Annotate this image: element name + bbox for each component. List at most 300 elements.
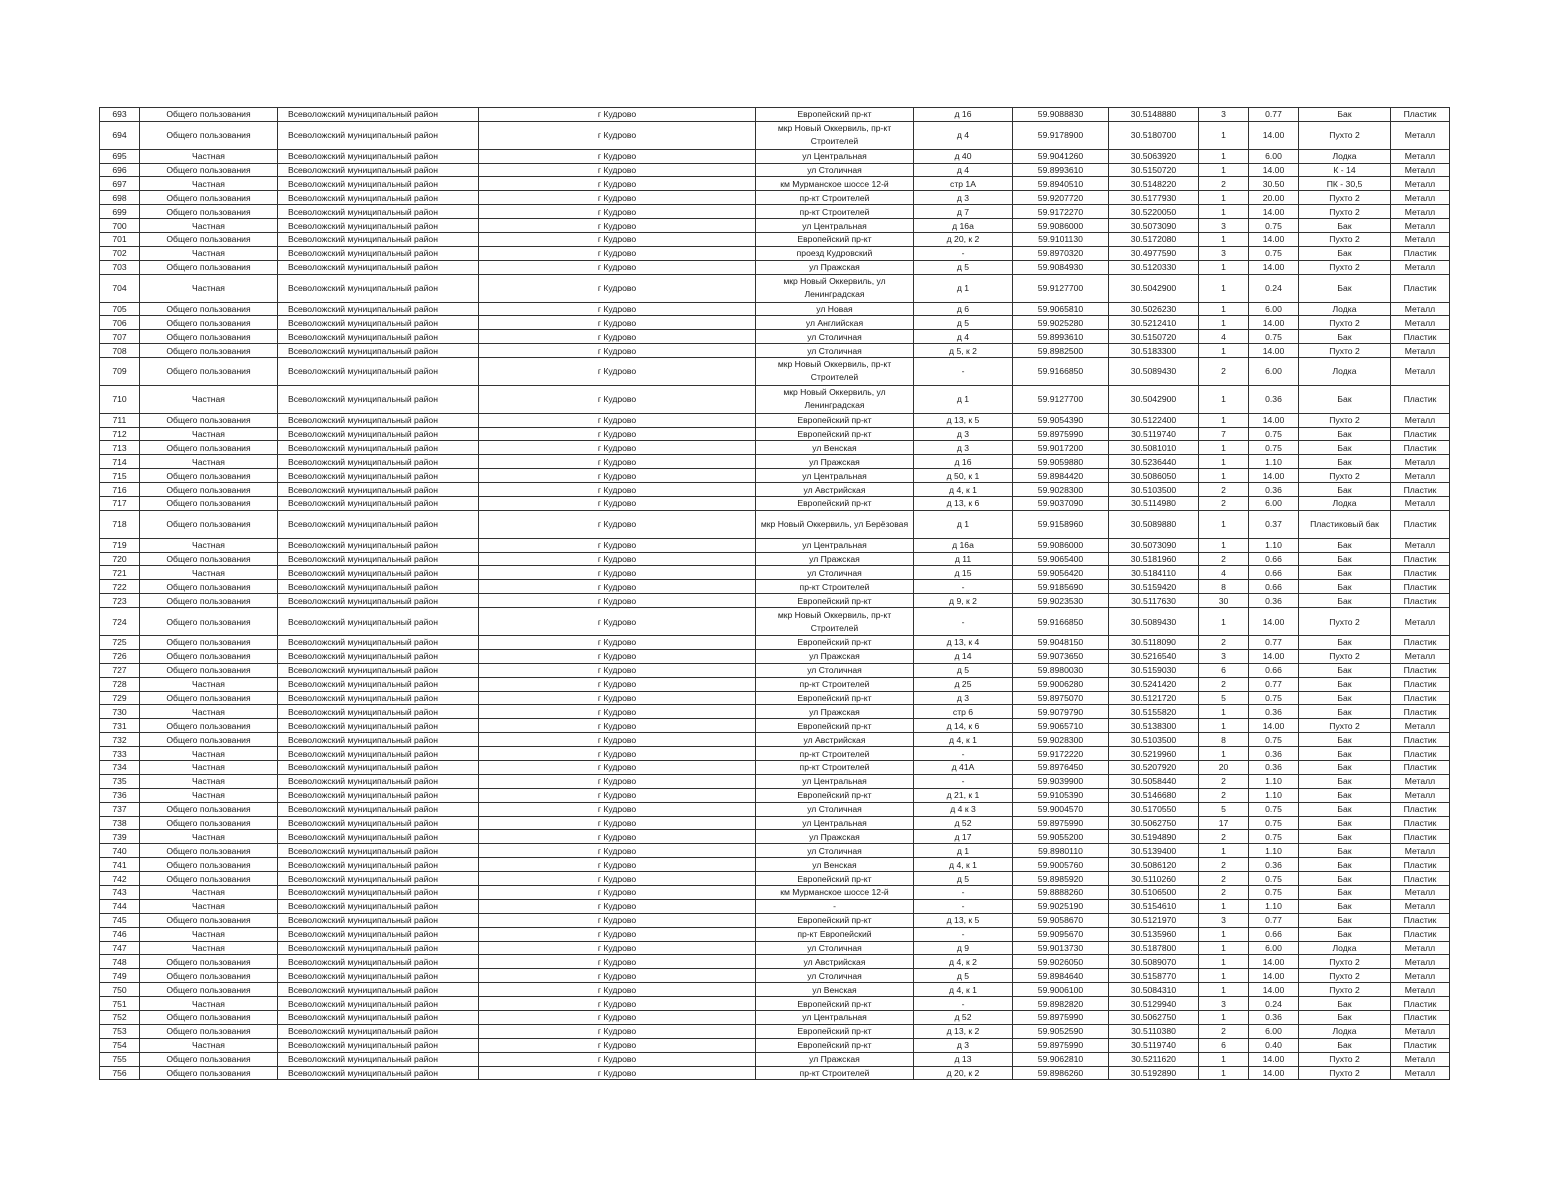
cell-city: г Кудрово <box>479 246 756 260</box>
cell-material: Металл <box>1391 163 1450 177</box>
cell-container-type: Бак <box>1299 1038 1391 1052</box>
cell-material: Пластик <box>1391 330 1450 344</box>
cell-container-type: Бак <box>1299 594 1391 608</box>
cell-city: г Кудрово <box>479 997 756 1011</box>
cell-latitude: 59.9127700 <box>1013 385 1109 413</box>
cell-city: г Кудрово <box>479 1066 756 1080</box>
cell-house: д 4, к 1 <box>914 983 1013 997</box>
cell-row-number: 711 <box>100 413 140 427</box>
cell-ownership-type: Общего пользования <box>140 316 278 330</box>
cell-material: Пластик <box>1391 1010 1450 1024</box>
cell-latitude: 59.9065810 <box>1013 302 1109 316</box>
cell-material: Пластик <box>1391 802 1450 816</box>
cell-volume: 14.00 <box>1249 969 1299 983</box>
cell-longitude: 30.5103500 <box>1109 733 1199 747</box>
cell-house: - <box>914 747 1013 761</box>
cell-container-count: 3 <box>1199 913 1249 927</box>
cell-ownership-type: Общего пользования <box>140 191 278 205</box>
cell-container-type: Бак <box>1299 747 1391 761</box>
cell-row-number: 728 <box>100 677 140 691</box>
cell-container-count: 1 <box>1199 441 1249 455</box>
cell-longitude: 30.5146680 <box>1109 788 1199 802</box>
table-row <box>100 246 1450 260</box>
cell-container-type: Лодка <box>1299 149 1391 163</box>
cell-latitude: 59.8984640 <box>1013 969 1109 983</box>
cell-volume: 6.00 <box>1249 497 1299 511</box>
cell-city: г Кудрово <box>479 913 756 927</box>
cell-city: г Кудрово <box>479 510 756 538</box>
table-row <box>100 469 1450 483</box>
cell-longitude: 30.5135960 <box>1109 927 1199 941</box>
cell-material: Металл <box>1391 899 1450 913</box>
cell-volume: 0.66 <box>1249 663 1299 677</box>
cell-latitude: 59.8975070 <box>1013 691 1109 705</box>
cell-street: км Мурманское шоссе 12-й <box>756 885 914 899</box>
table-row <box>100 955 1450 969</box>
cell-city: г Кудрово <box>479 538 756 552</box>
cell-district: Всеволожский муниципальный район <box>278 1024 479 1038</box>
cell-ownership-type: Частная <box>140 385 278 413</box>
cell-district: Всеволожский муниципальный район <box>278 358 479 386</box>
cell-city: г Кудрово <box>479 677 756 691</box>
table-row <box>100 941 1450 955</box>
cell-district: Всеволожский муниципальный район <box>278 677 479 691</box>
cell-row-number: 720 <box>100 552 140 566</box>
cell-district: Всеволожский муниципальный район <box>278 580 479 594</box>
cell-house: д 3 <box>914 691 1013 705</box>
cell-container-type: Пухто 2 <box>1299 608 1391 636</box>
cell-container-count: 1 <box>1199 121 1249 149</box>
cell-house: д 7 <box>914 205 1013 219</box>
cell-house: д 11 <box>914 552 1013 566</box>
cell-latitude: 59.8984420 <box>1013 469 1109 483</box>
cell-district: Всеволожский муниципальный район <box>278 802 479 816</box>
cell-material: Металл <box>1391 219 1450 233</box>
cell-ownership-type: Частная <box>140 274 278 302</box>
cell-row-number: 739 <box>100 830 140 844</box>
cell-street: Европейский пр-кт <box>756 594 914 608</box>
cell-city: г Кудрово <box>479 844 756 858</box>
cell-longitude: 30.5138300 <box>1109 719 1199 733</box>
table-row <box>100 649 1450 663</box>
cell-latitude: 59.8986260 <box>1013 1066 1109 1080</box>
cell-district: Всеволожский муниципальный район <box>278 760 479 774</box>
cell-district: Всеволожский муниципальный район <box>278 816 479 830</box>
cell-district: Всеволожский муниципальный район <box>278 497 479 511</box>
table-row <box>100 899 1450 913</box>
table-row <box>100 816 1450 830</box>
cell-container-type: Бак <box>1299 538 1391 552</box>
cell-container-type: Бак <box>1299 552 1391 566</box>
cell-house: д 1 <box>914 385 1013 413</box>
cell-latitude: 59.9185690 <box>1013 580 1109 594</box>
cell-container-type: Пухто 2 <box>1299 205 1391 219</box>
cell-container-count: 1 <box>1199 1010 1249 1024</box>
cell-container-count: 1 <box>1199 941 1249 955</box>
cell-district: Всеволожский муниципальный район <box>278 649 479 663</box>
cell-longitude: 30.5170550 <box>1109 802 1199 816</box>
cell-ownership-type: Общего пользования <box>140 121 278 149</box>
table-row <box>100 705 1450 719</box>
cell-row-number: 737 <box>100 802 140 816</box>
cell-latitude: 59.9172270 <box>1013 205 1109 219</box>
cell-container-type: Лодка <box>1299 497 1391 511</box>
cell-district: Всеволожский муниципальный район <box>278 441 479 455</box>
cell-material: Пластик <box>1391 635 1450 649</box>
cell-container-type: Пухто 2 <box>1299 316 1391 330</box>
cell-district: Всеволожский муниципальный район <box>278 163 479 177</box>
cell-row-number: 752 <box>100 1010 140 1024</box>
cell-district: Всеволожский муниципальный район <box>278 1066 479 1080</box>
cell-container-type: Бак <box>1299 455 1391 469</box>
cell-row-number: 754 <box>100 1038 140 1052</box>
cell-street: ул Столичная <box>756 969 914 983</box>
cell-ownership-type: Частная <box>140 455 278 469</box>
cell-row-number: 726 <box>100 649 140 663</box>
table-row <box>100 455 1450 469</box>
cell-house: - <box>914 774 1013 788</box>
cell-longitude: 30.5139400 <box>1109 844 1199 858</box>
cell-street: ул Столичная <box>756 330 914 344</box>
cell-latitude: 59.9084930 <box>1013 260 1109 274</box>
cell-container-count: 1 <box>1199 983 1249 997</box>
cell-city: г Кудрово <box>479 441 756 455</box>
cell-volume: 6.00 <box>1249 1024 1299 1038</box>
cell-district: Всеволожский муниципальный район <box>278 177 479 191</box>
table-row <box>100 872 1450 886</box>
cell-house: д 5 <box>914 260 1013 274</box>
cell-volume: 0.77 <box>1249 913 1299 927</box>
cell-volume: 1.10 <box>1249 788 1299 802</box>
cell-material: Металл <box>1391 844 1450 858</box>
cell-ownership-type: Общего пользования <box>140 108 278 122</box>
cell-city: г Кудрово <box>479 635 756 649</box>
cell-city: г Кудрово <box>479 1024 756 1038</box>
cell-volume: 14.00 <box>1249 1066 1299 1080</box>
cell-street: ул Столичная <box>756 344 914 358</box>
cell-container-type: Пухто 2 <box>1299 413 1391 427</box>
cell-house: д 6 <box>914 302 1013 316</box>
cell-row-number: 738 <box>100 816 140 830</box>
table-row <box>100 413 1450 427</box>
cell-longitude: 30.5236440 <box>1109 455 1199 469</box>
cell-street: Европейский пр-кт <box>756 1024 914 1038</box>
table-row <box>100 344 1450 358</box>
cell-latitude: 59.9039900 <box>1013 774 1109 788</box>
cell-container-count: 8 <box>1199 580 1249 594</box>
cell-district: Всеволожский муниципальный район <box>278 316 479 330</box>
cell-house: д 5 <box>914 663 1013 677</box>
cell-row-number: 702 <box>100 246 140 260</box>
cell-material: Металл <box>1391 649 1450 663</box>
cell-ownership-type: Общего пользования <box>140 302 278 316</box>
cell-city: г Кудрово <box>479 302 756 316</box>
cell-container-type: Пухто 2 <box>1299 191 1391 205</box>
cell-container-type: Бак <box>1299 385 1391 413</box>
table-row <box>100 719 1450 733</box>
cell-district: Всеволожский муниципальный район <box>278 205 479 219</box>
cell-ownership-type: Общего пользования <box>140 649 278 663</box>
cell-ownership-type: Общего пользования <box>140 983 278 997</box>
cell-volume: 14.00 <box>1249 983 1299 997</box>
cell-ownership-type: Частная <box>140 927 278 941</box>
cell-street: ул Английская <box>756 316 914 330</box>
table-body <box>100 108 1450 1080</box>
cell-row-number: 724 <box>100 608 140 636</box>
cell-container-type: Пухто 2 <box>1299 1066 1391 1080</box>
cell-city: г Кудрово <box>479 1038 756 1052</box>
cell-city: г Кудрово <box>479 219 756 233</box>
cell-volume: 0.75 <box>1249 691 1299 705</box>
cell-street: ул Центральная <box>756 219 914 233</box>
cell-container-count: 1 <box>1199 302 1249 316</box>
cell-container-type: К - 14 <box>1299 163 1391 177</box>
cell-container-type: Бак <box>1299 427 1391 441</box>
cell-street: Европейский пр-кт <box>756 497 914 511</box>
cell-house: д 13, к 4 <box>914 635 1013 649</box>
cell-latitude: 59.9095670 <box>1013 927 1109 941</box>
table-row <box>100 913 1450 927</box>
cell-volume: 0.77 <box>1249 635 1299 649</box>
cell-street: ул Пражская <box>756 552 914 566</box>
cell-material: Металл <box>1391 608 1450 636</box>
cell-row-number: 741 <box>100 858 140 872</box>
cell-street: Европейский пр-кт <box>756 691 914 705</box>
cell-district: Всеволожский муниципальный район <box>278 719 479 733</box>
cell-house: д 4, к 1 <box>914 483 1013 497</box>
cell-row-number: 725 <box>100 635 140 649</box>
cell-container-count: 2 <box>1199 483 1249 497</box>
cell-city: г Кудрово <box>479 316 756 330</box>
cell-longitude: 30.4977590 <box>1109 246 1199 260</box>
cell-district: Всеволожский муниципальный район <box>278 733 479 747</box>
cell-material: Металл <box>1391 788 1450 802</box>
table-row <box>100 677 1450 691</box>
cell-house: - <box>914 927 1013 941</box>
cell-longitude: 30.5159030 <box>1109 663 1199 677</box>
cell-container-count: 1 <box>1199 274 1249 302</box>
cell-container-count: 1 <box>1199 1052 1249 1066</box>
cell-row-number: 751 <box>100 997 140 1011</box>
cell-house: д 41А <box>914 760 1013 774</box>
cell-container-count: 5 <box>1199 691 1249 705</box>
table-row <box>100 510 1450 538</box>
cell-latitude: 59.8975990 <box>1013 1010 1109 1024</box>
cell-ownership-type: Общего пользования <box>140 483 278 497</box>
cell-container-type: Бак <box>1299 733 1391 747</box>
cell-ownership-type: Общего пользования <box>140 733 278 747</box>
cell-material: Металл <box>1391 455 1450 469</box>
cell-volume: 14.00 <box>1249 121 1299 149</box>
cell-latitude: 59.8980030 <box>1013 663 1109 677</box>
cell-city: г Кудрово <box>479 747 756 761</box>
cell-longitude: 30.5042900 <box>1109 385 1199 413</box>
cell-district: Всеволожский муниципальный район <box>278 302 479 316</box>
cell-city: г Кудрово <box>479 1010 756 1024</box>
cell-city: г Кудрово <box>479 816 756 830</box>
cell-city: г Кудрово <box>479 260 756 274</box>
cell-row-number: 716 <box>100 483 140 497</box>
cell-latitude: 59.9006280 <box>1013 677 1109 691</box>
cell-material: Пластик <box>1391 927 1450 941</box>
cell-longitude: 30.5110380 <box>1109 1024 1199 1038</box>
cell-district: Всеволожский муниципальный район <box>278 538 479 552</box>
cell-container-count: 1 <box>1199 927 1249 941</box>
cell-house: д 5 <box>914 969 1013 983</box>
cell-container-type: Бак <box>1299 330 1391 344</box>
cell-container-count: 2 <box>1199 885 1249 899</box>
cell-ownership-type: Общего пользования <box>140 580 278 594</box>
cell-longitude: 30.5122400 <box>1109 413 1199 427</box>
cell-container-type: Пухто 2 <box>1299 233 1391 247</box>
cell-container-count: 1 <box>1199 844 1249 858</box>
cell-container-count: 2 <box>1199 635 1249 649</box>
cell-street: пр-кт Строителей <box>756 677 914 691</box>
cell-longitude: 30.5062750 <box>1109 1010 1199 1024</box>
cell-longitude: 30.5212410 <box>1109 316 1199 330</box>
cell-material: Пластик <box>1391 677 1450 691</box>
cell-district: Всеволожский муниципальный район <box>278 635 479 649</box>
cell-container-count: 5 <box>1199 802 1249 816</box>
cell-material: Металл <box>1391 344 1450 358</box>
cell-city: г Кудрово <box>479 885 756 899</box>
cell-house: д 3 <box>914 191 1013 205</box>
cell-container-type: Бак <box>1299 802 1391 816</box>
cell-street: Европейский пр-кт <box>756 719 914 733</box>
cell-volume: 14.00 <box>1249 233 1299 247</box>
cell-volume: 6.00 <box>1249 149 1299 163</box>
cell-district: Всеволожский муниципальный район <box>278 469 479 483</box>
cell-ownership-type: Общего пользования <box>140 510 278 538</box>
cell-material: Металл <box>1391 497 1450 511</box>
cell-house: д 3 <box>914 441 1013 455</box>
cell-ownership-type: Частная <box>140 1038 278 1052</box>
cell-street: ул Венская <box>756 983 914 997</box>
cell-volume: 0.36 <box>1249 760 1299 774</box>
cell-container-type: Бак <box>1299 663 1391 677</box>
cell-material: Пластик <box>1391 663 1450 677</box>
cell-volume: 0.75 <box>1249 219 1299 233</box>
cell-volume: 0.36 <box>1249 594 1299 608</box>
cell-container-count: 8 <box>1199 733 1249 747</box>
cell-container-type: Бак <box>1299 913 1391 927</box>
cell-volume: 0.75 <box>1249 816 1299 830</box>
cell-district: Всеволожский муниципальный район <box>278 219 479 233</box>
cell-container-type: Пластиковый бак <box>1299 510 1391 538</box>
cell-house: д 9, к 2 <box>914 594 1013 608</box>
cell-street: ул Центральная <box>756 816 914 830</box>
cell-container-count: 2 <box>1199 872 1249 886</box>
cell-street: ул Центральная <box>756 774 914 788</box>
cell-container-type: Лодка <box>1299 941 1391 955</box>
cell-district: Всеволожский муниципальный район <box>278 691 479 705</box>
cell-house: д 50, к 1 <box>914 469 1013 483</box>
cell-district: Всеволожский муниципальный район <box>278 872 479 886</box>
cell-house: - <box>914 246 1013 260</box>
cell-longitude: 30.5089880 <box>1109 510 1199 538</box>
table-row <box>100 802 1450 816</box>
cell-street: пр-кт Строителей <box>756 747 914 761</box>
cell-street: ул Центральная <box>756 538 914 552</box>
cell-city: г Кудрово <box>479 121 756 149</box>
cell-latitude: 59.9005760 <box>1013 858 1109 872</box>
cell-container-count: 1 <box>1199 747 1249 761</box>
cell-material: Металл <box>1391 983 1450 997</box>
cell-volume: 0.75 <box>1249 427 1299 441</box>
cell-house: д 5 <box>914 872 1013 886</box>
cell-street: мкр Новый Оккервиль, ул Берёзовая <box>756 510 914 538</box>
cell-container-count: 2 <box>1199 788 1249 802</box>
cell-ownership-type: Общего пользования <box>140 233 278 247</box>
cell-latitude: 59.8993610 <box>1013 330 1109 344</box>
cell-latitude: 59.9065710 <box>1013 719 1109 733</box>
cell-street: - <box>756 899 914 913</box>
cell-house: стр 6 <box>914 705 1013 719</box>
table-row <box>100 427 1450 441</box>
cell-container-type: Бак <box>1299 108 1391 122</box>
cell-ownership-type: Частная <box>140 177 278 191</box>
cell-container-type: Лодка <box>1299 302 1391 316</box>
cell-material: Металл <box>1391 538 1450 552</box>
cell-city: г Кудрово <box>479 344 756 358</box>
cell-district: Всеволожский муниципальный район <box>278 663 479 677</box>
cell-row-number: 713 <box>100 441 140 455</box>
cell-house: д 21, к 1 <box>914 788 1013 802</box>
cell-house: д 13, к 2 <box>914 1024 1013 1038</box>
cell-volume: 0.40 <box>1249 1038 1299 1052</box>
cell-district: Всеволожский муниципальный район <box>278 1052 479 1066</box>
cell-row-number: 714 <box>100 455 140 469</box>
cell-latitude: 59.9058670 <box>1013 913 1109 927</box>
cell-ownership-type: Общего пользования <box>140 469 278 483</box>
cell-city: г Кудрово <box>479 552 756 566</box>
cell-city: г Кудрово <box>479 705 756 719</box>
cell-material: Металл <box>1391 955 1450 969</box>
cell-volume: 14.00 <box>1249 163 1299 177</box>
cell-longitude: 30.5073090 <box>1109 538 1199 552</box>
cell-volume: 6.00 <box>1249 302 1299 316</box>
cell-row-number: 727 <box>100 663 140 677</box>
cell-district: Всеволожский муниципальный район <box>278 885 479 899</box>
cell-material: Металл <box>1391 774 1450 788</box>
cell-street: ул Пражская <box>756 649 914 663</box>
cell-container-count: 1 <box>1199 899 1249 913</box>
cell-material: Металл <box>1391 413 1450 427</box>
cell-longitude: 30.5148880 <box>1109 108 1199 122</box>
cell-longitude: 30.5207920 <box>1109 760 1199 774</box>
cell-ownership-type: Общего пользования <box>140 358 278 386</box>
cell-container-count: 2 <box>1199 830 1249 844</box>
cell-container-count: 4 <box>1199 330 1249 344</box>
cell-row-number: 745 <box>100 913 140 927</box>
cell-ownership-type: Общего пользования <box>140 844 278 858</box>
cell-ownership-type: Общего пользования <box>140 635 278 649</box>
cell-container-type: Пухто 2 <box>1299 649 1391 663</box>
cell-container-type: Бак <box>1299 858 1391 872</box>
cell-volume: 14.00 <box>1249 608 1299 636</box>
cell-street: Европейский пр-кт <box>756 1038 914 1052</box>
cell-row-number: 723 <box>100 594 140 608</box>
cell-material: Пластик <box>1391 816 1450 830</box>
cell-material: Пластик <box>1391 747 1450 761</box>
cell-district: Всеволожский муниципальный район <box>278 608 479 636</box>
table-row <box>100 969 1450 983</box>
cell-street: Европейский пр-кт <box>756 872 914 886</box>
cell-house: д 16 <box>914 108 1013 122</box>
cell-row-number: 735 <box>100 774 140 788</box>
table-row <box>100 260 1450 274</box>
cell-ownership-type: Общего пользования <box>140 663 278 677</box>
